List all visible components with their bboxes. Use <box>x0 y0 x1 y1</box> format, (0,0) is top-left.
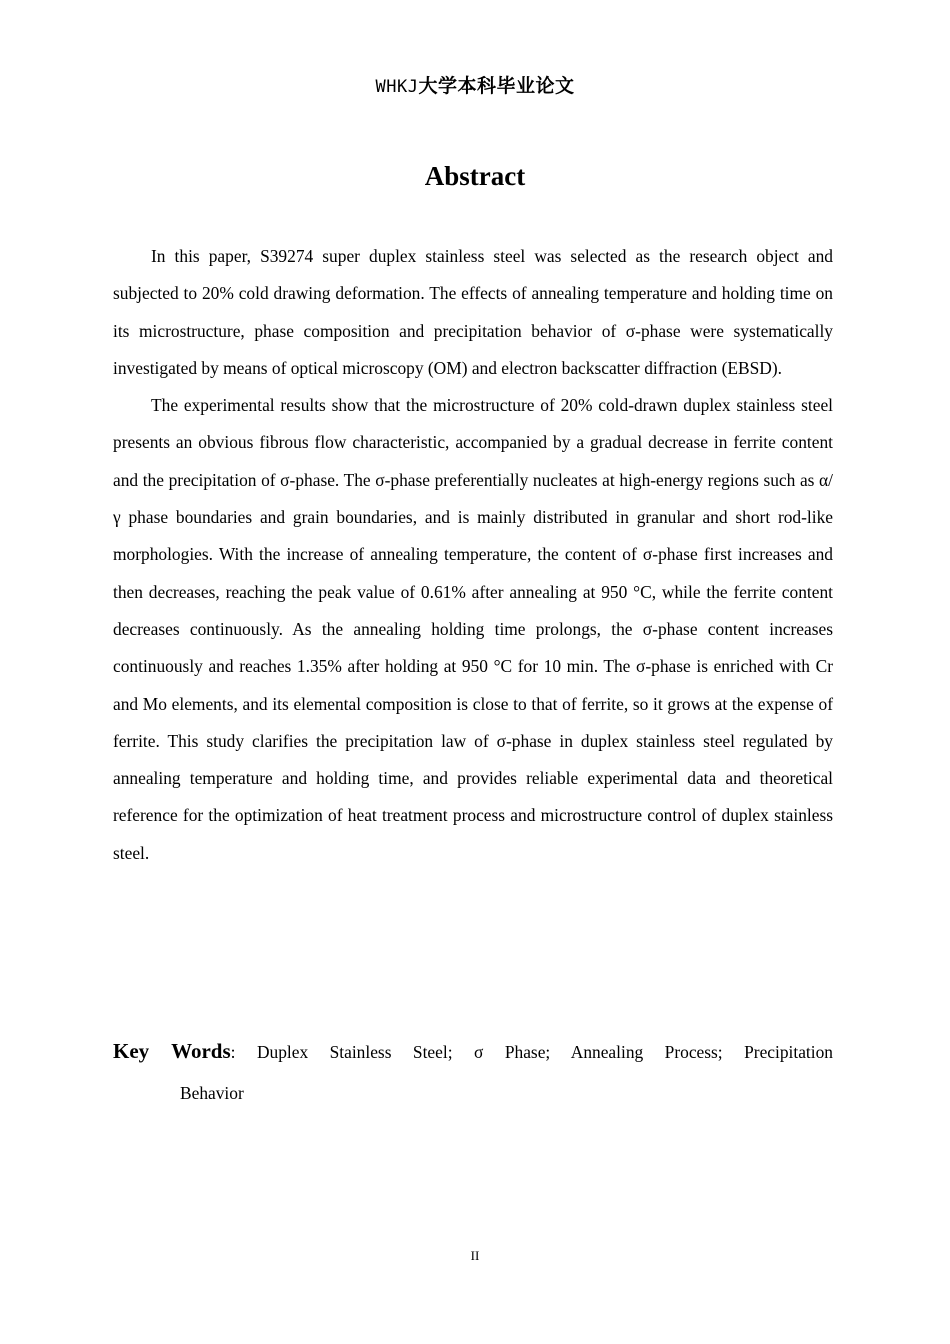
keyword-item: Duplex Stainless Steel; <box>256 1042 453 1062</box>
abstract-paragraph-2: The experimental results show that the microstructure of 20% cold-drawn duplex stainless steel presents an obvious fibrous flow characteristic, accompanied by a gradual decrease in ferrite content and the precipitation of σ-phase. The σ-phase preferentially nucleates at high-energy regions such as α/γ phase boundaries and grain boundaries, and is mainly distributed in granular and short rod-like morphologies. With the increase of annealing temperature, the content of σ-phase first increases and then decreases, reaching the peak value of 0.61% after annealing at 950 °C, while the ferrite content decreases continuously. As the annealing holding time prolongs, the σ-phase content increases continuously and reaches 1.35% after holding at 950 °C for 10 min. The σ-phase is enriched with Cr and Mo elements, and its elemental composition is close to that of ferrite, so it grows at the expense of ferrite. This study clarifies the precipitation law of σ-phase in duplex stainless steel regulated by annealing temperature and holding time, and provides reliable experimental data and theoretical reference for the optimization of heat treatment process and microstructure control of duplex stainless steel. <box>113 395 833 863</box>
keywords-section <box>113 1030 833 1114</box>
abstract-title: Abstract <box>424 161 526 191</box>
keywords-line-2: Behavior <box>180 1083 244 1103</box>
keyword-item: Precipitation <box>744 1042 833 1062</box>
keyword-item: Annealing Process; <box>570 1042 723 1062</box>
header-school-code: WHKJ <box>375 77 419 97</box>
keywords-colon: : <box>230 1042 236 1062</box>
abstract-paragraph-1: In this paper, S39274 super duplex stainless steel was selected as the research object and subjected to 20% cold drawing deformation. The effects of annealing temperature and holding time on its microstructure, phase composition and precipitation behavior of σ-phase were systematically investigated by means of optical microscopy (OM) and electron backscatter diffraction (EBSD). <box>113 246 833 378</box>
header-thesis-type: 大学本科毕业论文 <box>418 75 575 97</box>
abstract-body <box>113 238 833 872</box>
keywords-line-1 <box>113 1030 833 1072</box>
keyword-item: σ Phase; <box>474 1042 551 1062</box>
page-number: II <box>470 1248 480 1263</box>
running-header <box>0 73 950 100</box>
keywords-label: Key Words <box>113 1039 231 1063</box>
